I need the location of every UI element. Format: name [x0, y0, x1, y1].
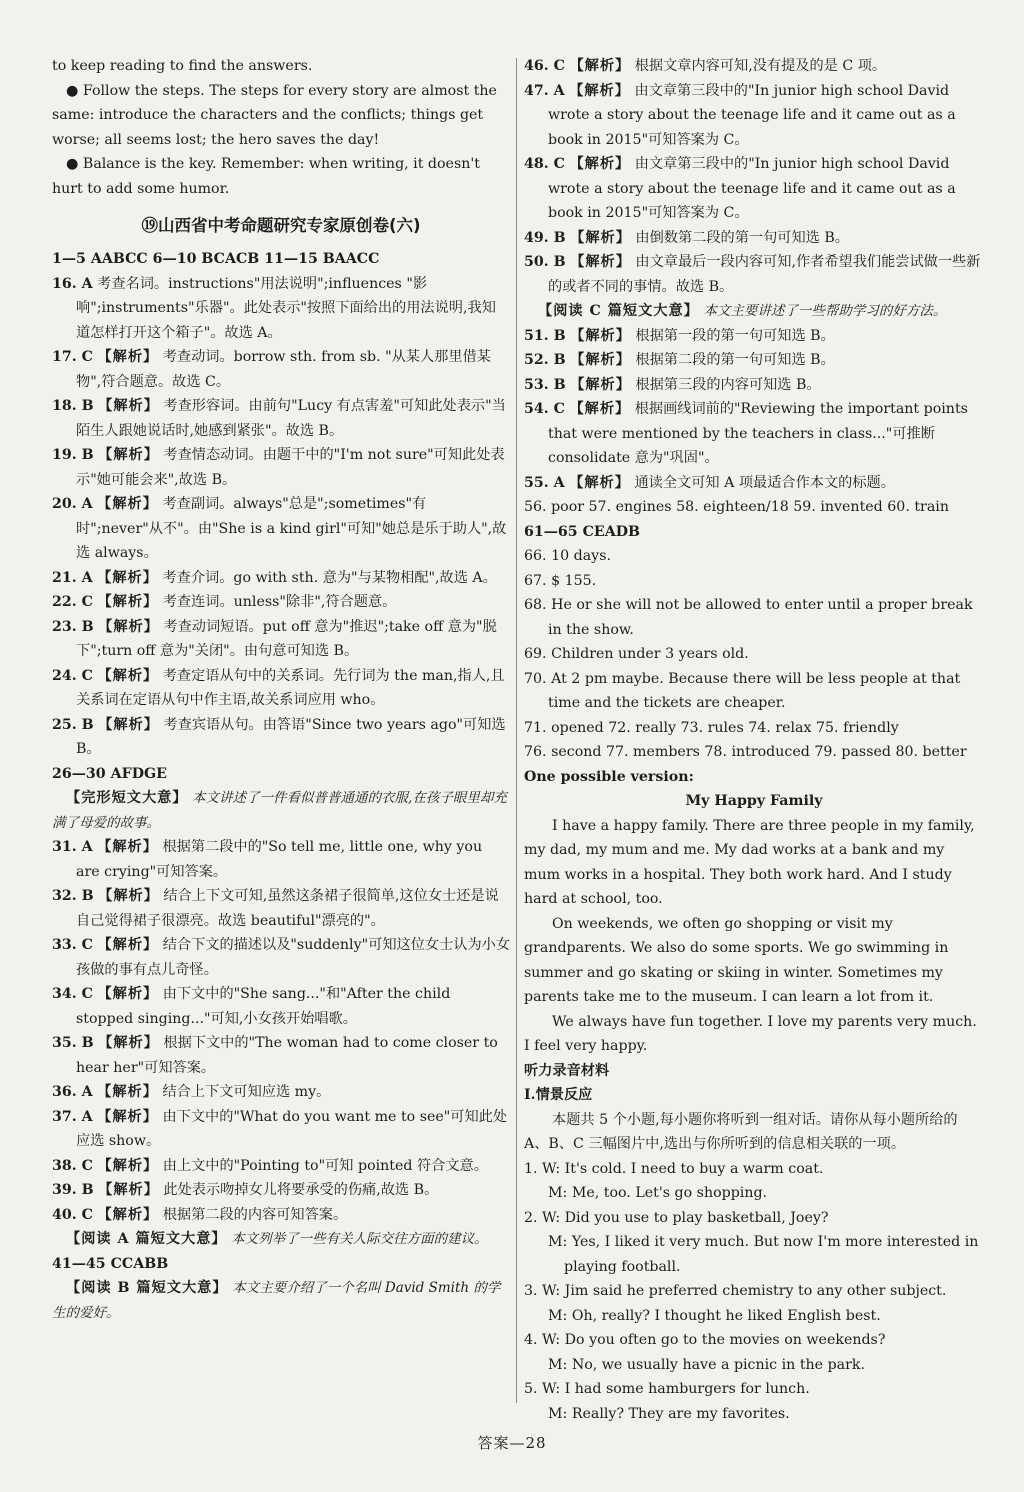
answer-item	[524, 54, 984, 79]
bullet-paragraph: ● Balance is the key. Remember: when writing, it doesn't hurt to add some humor.	[52, 156, 480, 197]
answer-number: 20. A	[52, 496, 93, 512]
summary-text: 本文讲述了一件看似普普通通的衣服,在孩子眼里却充满了母爱的故事。	[52, 790, 507, 831]
answer-number: 18. B	[52, 398, 94, 414]
answer-item	[52, 443, 510, 492]
left-column	[52, 54, 510, 1325]
answer-item	[52, 492, 510, 566]
answer-number: 38. C	[52, 1157, 93, 1174]
answer-number: 35. B	[52, 1035, 94, 1051]
answer-line: 41—45 CCABB	[52, 1255, 169, 1272]
paragraph: On weekends, we often go shopping or visit my grandparents. We also do some sports. We go swimming in summer and go skating or skiing in winter. Sometimes my parents take me to the museum. I can learn a lot from it.	[524, 915, 949, 1005]
analysis-tag: 【解析】	[97, 496, 158, 512]
text-line: to keep reading to find the answers.	[52, 58, 313, 74]
analysis-tag: 【解析】	[569, 58, 631, 74]
analysis-tag: 【解析】	[97, 986, 159, 1002]
answer-explanation: 根据第三段的内容可知选 B。	[635, 376, 821, 393]
answer-explanation: 考查动词短语。put off 意为"推迟";take off 意为"脱下";turn off 意为"关闭"。由句意可知选 B。	[76, 618, 497, 659]
summary-tag: 【阅读 C 篇短文大意】	[538, 303, 699, 319]
analysis-tag: 【解析】	[570, 352, 631, 368]
answer-number: 37. A	[52, 1108, 93, 1125]
section-title: ⑲山西省中考命题研究专家原创卷(六)	[141, 216, 421, 235]
answer-item	[52, 566, 510, 591]
analysis-tag: 【解析】	[569, 401, 631, 417]
answer-item	[52, 615, 510, 664]
answer-explanation: 此处表示吻掉女儿将要承受的伤痛,故选 B。	[163, 1182, 439, 1198]
answer-number: 17. C	[52, 349, 93, 365]
answer-line: 26—30 AFDGE	[52, 765, 167, 782]
answer-number: 48. C	[524, 156, 565, 172]
essay-title: My Happy Family	[685, 793, 823, 809]
analysis-tag: 【解析】	[97, 1206, 159, 1223]
analysis-tag: 【解析】	[97, 1084, 158, 1100]
analysis-tag: 【解析】	[569, 82, 630, 99]
answer-explanation: 考查名词。instructions"用法说明";influences "影响";instruments"乐器"。此处表示"按照下面给出的用法说明,我知道怎样打开这个箱子"。故选 A。	[76, 275, 496, 341]
passage-summary	[52, 1227, 510, 1252]
answer-number: 33. C	[52, 937, 93, 953]
analysis-tag: 【解析】	[98, 618, 159, 635]
answer-number: 25. B	[52, 716, 94, 733]
numbered-line: 5. W: I had some hamburgers for lunch.	[524, 1381, 810, 1397]
summary-text: 本文列举了一些有关人际交往方面的建议。	[231, 1231, 488, 1247]
answer-explanation: 根据画线词前的"Reviewing the important points that were mentioned by the teachers in class..."可推断 consolidate 意为"巩固"。	[548, 401, 968, 466]
answer-explanation: 由文章最后一段内容可知,作者希望我们能尝试做一些新的或者不同的事情。故选 B。	[548, 254, 981, 295]
passage-summary	[524, 299, 984, 324]
summary-text: 本文主要讲述了一些帮助学习的好方法。	[703, 303, 947, 319]
answer-item	[524, 471, 984, 496]
analysis-tag: 【解析】	[569, 474, 630, 491]
answer-number: 32. B	[52, 888, 94, 904]
answer-item	[52, 664, 510, 713]
answer-explanation: 考查介词。go with sth. 意为"与某物相配",故选 A。	[162, 569, 497, 586]
answer-item	[52, 1105, 510, 1154]
text-line: 56. poor 57. engines 58. eighteen/18 59. invented 60. train	[524, 499, 949, 515]
answer-explanation: 由倒数第二段的第一句可知选 B。	[635, 229, 849, 246]
text-line: 71. opened 72. really 73. rules 74. relax 75. friendly	[524, 719, 899, 736]
analysis-tag: 【解析】	[98, 447, 159, 463]
answer-number: 55. A	[524, 474, 565, 491]
answer-item	[524, 324, 984, 349]
answer-explanation: 考查形容词。由前句"Lucy 有点害羞"可知此处表示"当陌生人跟她说话时,她感到紧张"。故选 B。	[76, 398, 506, 439]
answer-number: 52. B	[524, 352, 566, 368]
paragraph: 本题共 5 个小题,每小题你将听到一组对话。请你从每小题所给的 A、B、C 三幅图片中,选出与你所听到的信息相关联的一项。	[524, 1111, 958, 1152]
answer-item	[524, 79, 984, 153]
answer-explanation: 通读全文可知 A 项最适合作本文的标题。	[634, 474, 895, 491]
dialogue-line: M: Me, too. Let's go shopping.	[548, 1185, 768, 1201]
answer-line: 听力录音材料	[524, 1062, 610, 1079]
answer-item	[524, 373, 984, 398]
analysis-tag: 【解析】	[570, 229, 631, 246]
analysis-tag: 【解析】	[98, 1182, 159, 1198]
answer-explanation: 考查副词。always"总是";sometimes"有时";never"从不"。由"She is a kind girl"可知"她总是乐于助人",故选 always。	[76, 496, 507, 561]
paragraph: I have a happy family. There are three people in my family, my dad, my mum and me. My dad works at a bank and my mum works in a hospital. They both work hard. And I study hard at school, too.	[524, 817, 975, 907]
answer-item	[52, 713, 510, 762]
answer-explanation: 根据第一段的第一句可知选 B。	[635, 327, 835, 344]
summary-tag: 【阅读 A 篇短文大意】	[66, 1231, 227, 1247]
answer-number: 46. C	[524, 58, 565, 74]
answer-number: 22. C	[52, 594, 93, 610]
answer-explanation: 考查动词。borrow sth. from sb. "从某人那里借某物",符合题意。故选 C。	[76, 349, 491, 390]
answer-item	[52, 272, 510, 346]
analysis-tag: 【解析】	[97, 1108, 158, 1125]
answer-line: One possible version:	[524, 768, 694, 785]
answer-number: 50. B	[524, 254, 566, 270]
answer-item	[52, 835, 510, 884]
answer-explanation: 由文章第三段中的"In junior high school David wrote a story about the teenage life and it came out as a book in 2015"可知答案为 C。	[548, 156, 956, 221]
answer-item	[52, 1178, 510, 1203]
answer-item	[52, 345, 510, 394]
analysis-tag: 【解析】	[570, 254, 631, 270]
answer-number: 34. C	[52, 986, 93, 1002]
answer-item	[524, 152, 984, 226]
answer-line: 61—65 CEADB	[524, 523, 641, 540]
analysis-tag: 【解析】	[570, 376, 631, 393]
answer-number: 51. B	[524, 327, 566, 344]
dialogue-line: M: Oh, really? I thought he liked English best.	[548, 1307, 881, 1324]
answer-number: 23. B	[52, 618, 94, 635]
right-column	[524, 54, 984, 1426]
answer-number: 53. B	[524, 376, 566, 393]
answer-explanation: 由上文中的"Pointing to"可知 pointed 符合文意。	[162, 1157, 488, 1174]
answer-number: 49. B	[524, 229, 566, 246]
answer-item	[52, 1154, 510, 1179]
column-divider	[516, 58, 517, 1403]
analysis-tag: 【解析】	[97, 839, 158, 855]
answer-item	[52, 884, 510, 933]
answer-number: 40. C	[52, 1206, 93, 1223]
numbered-line: 70. At 2 pm maybe. Because there will be less people at that time and the tickets are cheaper.	[524, 670, 961, 711]
paragraph: We always have fun together. I love my parents very much. I feel very happy.	[524, 1013, 977, 1054]
answer-explanation: 由下文中的"She sang..."和"After the child stopped singing..."可知,小女孩开始唱歌。	[76, 986, 451, 1027]
analysis-tag: 【解析】	[97, 667, 159, 684]
answer-explanation: 考查连词。unless"除非",符合题意。	[162, 594, 397, 610]
answer-item	[524, 348, 984, 373]
bullet-paragraph: ● Follow the steps. The steps for every story are almost the same: introduce the characters and the conflicts; things get worse; all seems lost; the hero saves the day!	[52, 82, 497, 148]
analysis-tag: 【解析】	[570, 327, 631, 344]
answer-number: 21. A	[52, 569, 93, 586]
answer-explanation: 由下文中的"What do you want me to see"可知此处应选 show。	[76, 1108, 508, 1149]
answer-explanation: 考查定语从句中的关系词。先行词为 the man,指人,且关系词在定语从句中作主语,故关系词应用 who。	[76, 667, 505, 708]
analysis-tag: 【解析】	[97, 594, 159, 610]
dialogue-line: M: Yes, I liked it very much. But now I'm more interested in playing football.	[548, 1234, 979, 1275]
answer-explanation: 根据文章内容可知,没有提及的是 C 项。	[634, 58, 887, 74]
answer-explanation: 考查情态动词。由题干中的"I'm not sure"可知此处表示"她可能会来",故选 B。	[76, 447, 505, 488]
text-line: 66. 10 days.	[524, 548, 611, 564]
answer-number: 19. B	[52, 447, 94, 463]
answer-item	[52, 982, 510, 1031]
answer-item	[52, 590, 510, 615]
dialogue-line: M: No, we usually have a picnic in the park.	[548, 1356, 865, 1373]
answer-line: Ⅰ.情景反应	[524, 1087, 593, 1103]
text-line: 67. $ 155.	[524, 572, 597, 589]
answer-number: 47. A	[524, 82, 565, 99]
summary-tag: 【阅读 B 篇短文大意】	[66, 1280, 228, 1296]
answer-number: 54. C	[524, 401, 565, 417]
analysis-tag: 【解析】	[97, 569, 158, 586]
analysis-tag: 【解析】	[98, 398, 159, 414]
summary-tag: 【完形短文大意】	[66, 790, 188, 806]
answer-explanation: 结合上下文可知,虽然这条裙子很简单,这位女士还是说自己觉得裙子很漂亮。故选 beautiful"漂亮的"。	[76, 888, 499, 929]
answer-item	[52, 394, 510, 443]
answer-number: 24. C	[52, 667, 93, 684]
answer-item	[524, 397, 984, 471]
answer-explanation: 根据第二段中的"So tell me, little one, why you are crying"可知答案。	[76, 839, 483, 880]
answer-item	[52, 1031, 510, 1080]
answer-explanation: 结合下文的描述以及"suddenly"可知这位女士认为小女孩做的事有点儿奇怪。	[76, 937, 511, 978]
dialogue-line: M: Really? They are my favorites.	[548, 1405, 790, 1422]
answer-line: 1—5 AABCC 6—10 BCACB 11—15 BAACC	[52, 251, 380, 267]
answer-item	[52, 1203, 510, 1228]
analysis-tag: 【解析】	[98, 1035, 159, 1051]
summary-text: 本文主要介绍了一个名叫 David Smith 的学生的爱好。	[52, 1280, 501, 1321]
answer-number: 31. A	[52, 839, 93, 855]
analysis-tag: 【解析】	[98, 716, 159, 733]
numbered-line: 1. W: It's cold. I need to buy a warm coat.	[524, 1160, 824, 1177]
answer-explanation: 由文章第三段中的"In junior high school David wrote a story about the teenage life and it came out as a book in 2015"可知答案为 C。	[548, 82, 956, 148]
answer-explanation: 结合上下文可知应选 my。	[162, 1084, 331, 1100]
answer-item	[52, 1080, 510, 1105]
answer-explanation: 根据下文中的"The woman had to come closer to hear her"可知答案。	[76, 1035, 498, 1076]
analysis-tag: 【解析】	[97, 937, 159, 953]
passage-summary	[52, 1276, 510, 1325]
answer-number: 16. A	[52, 275, 93, 292]
passage-summary	[52, 786, 510, 835]
answer-item	[52, 933, 510, 982]
answer-number: 36. A	[52, 1084, 93, 1100]
answer-item	[524, 250, 984, 299]
numbered-line: 2. W: Did you use to play basketball, Joey?	[524, 1209, 829, 1226]
text-line: 76. second 77. members 78. introduced 79. passed 80. better	[524, 744, 967, 760]
numbered-line: 4. W: Do you often go to the movies on weekends?	[524, 1332, 886, 1348]
answer-number: 39. B	[52, 1182, 94, 1198]
text-line: 69. Children under 3 years old.	[524, 646, 749, 662]
analysis-tag: 【解析】	[98, 888, 159, 904]
numbered-line: 68. He or she will not be allowed to enter until a proper break in the show.	[524, 597, 973, 638]
answer-item	[524, 226, 984, 251]
analysis-tag: 【解析】	[97, 1157, 159, 1174]
numbered-line: 3. W: Jim said he preferred chemistry to any other subject.	[524, 1283, 947, 1299]
answer-explanation: 根据第二段的第一句可知选 B。	[635, 352, 835, 368]
analysis-tag: 【解析】	[569, 156, 631, 172]
analysis-tag: 【解析】	[97, 349, 159, 365]
answer-explanation: 考查宾语从句。由答语"Since two years ago"可知选 B。	[76, 716, 506, 757]
page-footer: 答案—28	[477, 1434, 547, 1452]
answer-explanation: 根据第二段的内容可知答案。	[162, 1206, 348, 1223]
